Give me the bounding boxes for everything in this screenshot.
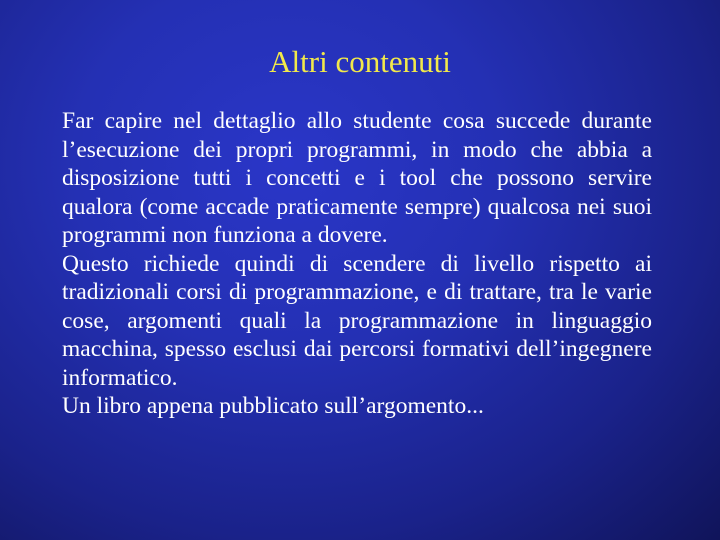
paragraph-2: Questo richiede quindi di scendere di livello rispetto ai tradizionali corsi di programmazione, e di trattare, tra le varie cose, argomenti quali la programmazione in linguaggio macchina, spesso esclusi dai percorsi formativi dell’ingegnere informatico. xyxy=(62,250,652,391)
paragraph-1: Far capire nel dettaglio allo studente cosa succede durante l’esecuzione dei propri programmi, in modo che abbia a disposizione tutti i concetti e i tool che possono servire qualora (come accade praticamente sempre) qualcosa nei suoi programmi non funziona a dovere. xyxy=(62,108,652,248)
slide-body xyxy=(62,107,652,421)
slide-title: Altri contenuti xyxy=(269,44,451,79)
paragraph-3: Un libro appena pubblicato sull’argomento... xyxy=(62,393,484,419)
